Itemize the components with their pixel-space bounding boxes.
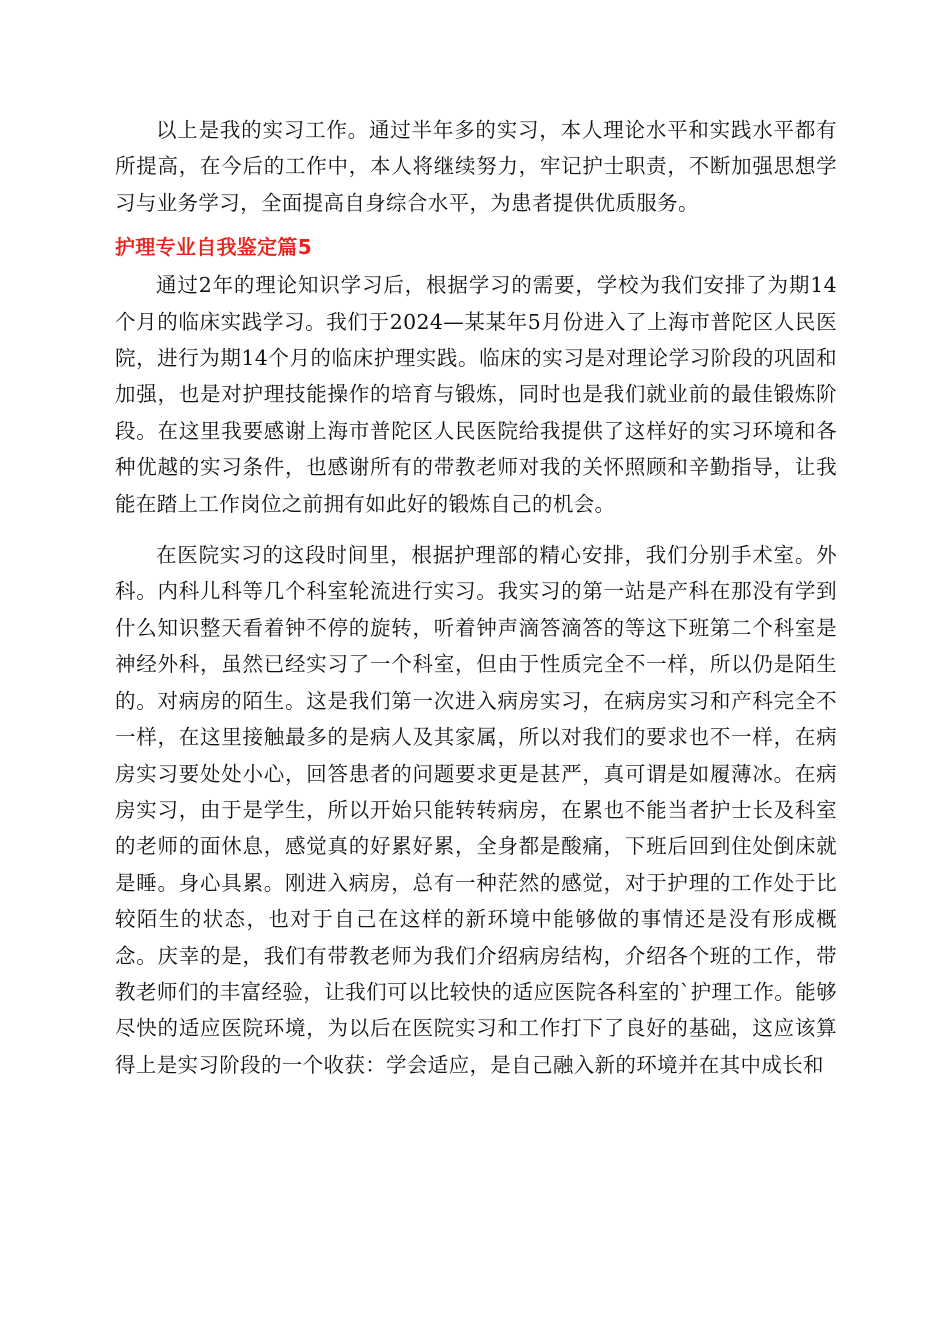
section-heading: 护理专业自我鉴定篇5	[115, 235, 312, 260]
paragraph-2: 在医院实习的这段时间里，根据护理部的精心安排，我们分别手术室。外科。内科儿科等几个科室轮流进行实习。我实习的第一站是产科在那没有学到什么知识整天看着钟不停的旋转，听着钟声滴答滴答的等这下班第二个科室是神经外科，虽然已经实习了一个科室，但由于性质完全不一样，所以仍是陌生的。对病房的陌生。这是我们第一次进入病房实习，在病房实习和产科完全不一样，在这里接触最多的是病人及其家属，所以对我们的要求也不一样，在病房实习要处处小心，回答患者的问题要求更是甚严，真可谓是如履薄冰。在病房实习，由于是学生，所以开始只能转转病房，在累也不能当者护士长及科室的老师的面休息，感觉真的好累好累，全身都是酸痛，下班后回到住处倒床就是睡。身心具累。刚进入病房，总有一种茫然的感觉，对于护理的工作处于比较陌生的状态，也对于自己在这样的新环境中能够做的事情还是没有形成概念。庆幸的是，我们有带教老师为我们介绍病房结构，介绍各个班的工作，带教老师们的丰富经验，让我们可以比较快的适应医院各科室的`护理工作。能够尽快的适应医院环境，为以后在医院实习和工作打下了良好的基础，这应该算得上是实习阶段的一个收获：学会适应，是自己融入新的环境并在其中成长和	[115, 543, 837, 1077]
paragraph-1: 通过2年的理论知识学习后，根据学习的需要，学校为我们安排了为期14个月的临床实践学习。我们于2024—某某年5月份进入了上海市普陀区人民医院，进行为期14个月的临床护理实践。临床的实习是对理论学习阶段的巩固和加强，也是对护理技能操作的培育与锻炼，同时也是我们就业前的最佳锻炼阶段。在这里我要感谢上海市普陀区人民医院给我提供了这样好的实习环境和各种优越的实习条件，也感谢所有的带教老师对我的关怀照顾和辛勤指导，让我能在踏上工作岗位之前拥有如此好的锻炼自己的机会。	[115, 273, 837, 516]
document-page	[115, 112, 837, 1083]
paragraph-intro: 以上是我的实习工作。通过半年多的实习，本人理论水平和实践水平都有所提高，在今后的工作中，本人将继续努力，牢记护士职责，不断加强思想学习与业务学习，全面提高自身综合水平，为患者提供优质服务。	[115, 118, 837, 215]
